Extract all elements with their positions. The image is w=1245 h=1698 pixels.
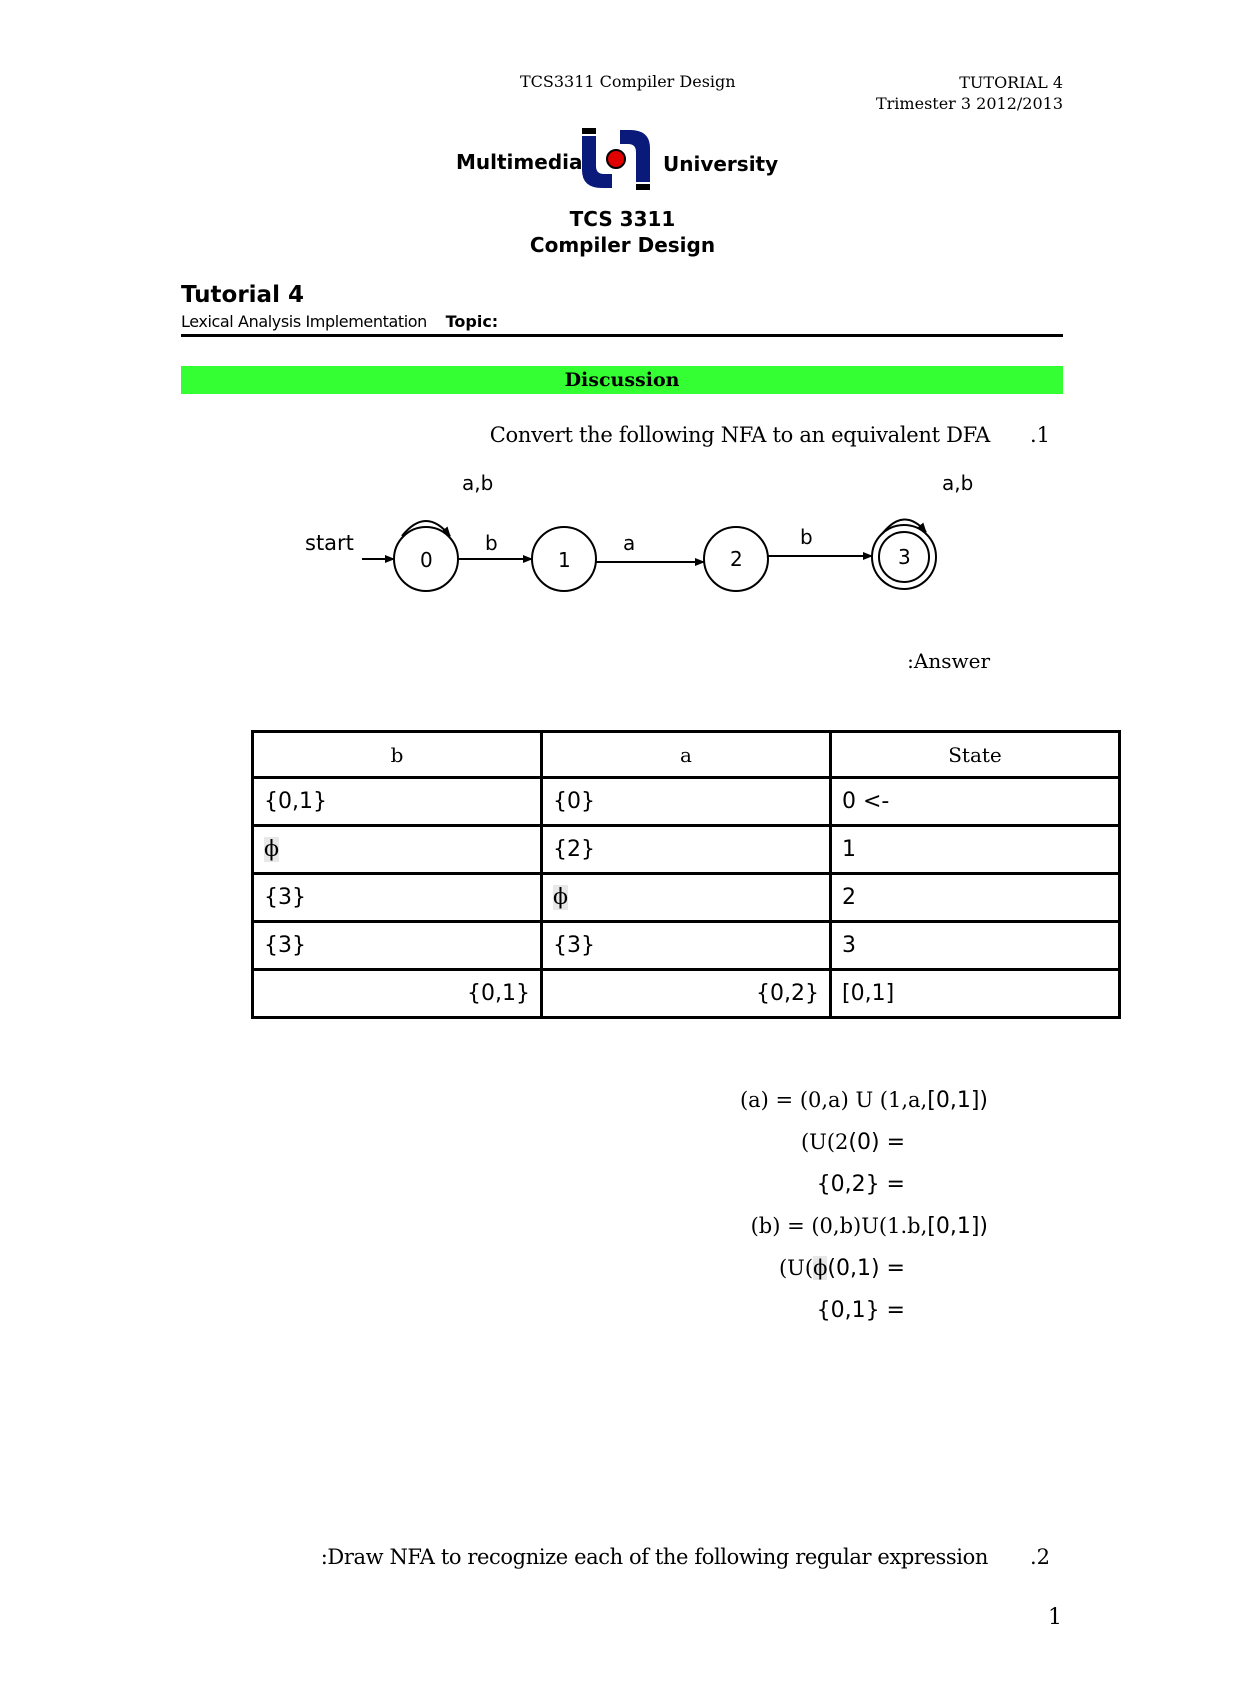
cell-state: 1	[831, 826, 1120, 874]
table-row	[253, 826, 1120, 874]
cell-b: {0,1}	[253, 778, 542, 826]
cell-a: {0}	[542, 778, 831, 826]
discussion-banner: Discussion	[181, 366, 1063, 394]
header-a: a	[542, 732, 831, 778]
cell-state: [0,1]	[831, 970, 1120, 1018]
cell-state: 3	[831, 922, 1120, 970]
header-state: State	[831, 732, 1120, 778]
cell-state: 0 <-	[831, 778, 1120, 826]
cell-b: {3}	[253, 922, 542, 970]
transition-2-3-label: b	[800, 525, 813, 549]
answer-label: :Answer	[907, 649, 990, 673]
header-trimester: Trimester 3 2012/2013	[875, 94, 1063, 113]
course-title-block	[0, 206, 1245, 258]
nfa-diagram	[290, 466, 974, 601]
tutorial-subtitle-line	[181, 312, 498, 331]
equation-4-right: [0,1])	[927, 1214, 988, 1239]
phi-symbol: ϕ	[264, 837, 279, 862]
phi-symbol: ϕ	[813, 1256, 828, 1280]
cell-a: {0,2}	[542, 970, 831, 1018]
table-header-row	[253, 732, 1120, 778]
cell-b: {0,1}	[253, 970, 542, 1018]
dfa-transition-table	[251, 730, 1121, 1019]
cell-a: {3}	[542, 922, 831, 970]
start-label: start	[305, 531, 354, 555]
state-1-label: 1	[558, 548, 571, 572]
state-0-label: 0	[420, 548, 433, 572]
equation-5-left: (U(	[778, 1256, 814, 1280]
state-0-loop	[402, 521, 450, 536]
equation-2-right: (0) =	[848, 1130, 905, 1155]
question-1-number: .1	[1029, 423, 1050, 447]
cell-b: {3}	[253, 874, 542, 922]
cell-a	[542, 874, 831, 922]
state-3-label: 3	[898, 545, 911, 569]
equation-6	[817, 1298, 905, 1323]
table-row	[253, 778, 1120, 826]
equation-1-left: (a) = (0,a) U (1,a,	[739, 1088, 928, 1112]
course-name: Compiler Design	[529, 233, 716, 257]
logo-right-word: University	[663, 152, 779, 176]
table-row	[253, 922, 1120, 970]
equation-4-left: (b) = (0,b)U(1.b,	[750, 1214, 928, 1238]
header-b: b	[253, 732, 542, 778]
equation-1	[740, 1088, 988, 1113]
question-1-text: Convert the following NFA to an equivalent DFA	[489, 423, 990, 447]
title-divider	[181, 334, 1063, 337]
equation-3-text: {0,2} =	[816, 1172, 905, 1197]
header-tutorial-label: TUTORIAL 4	[959, 73, 1063, 92]
tutorial-subtitle: Lexical Analysis Implementation	[181, 312, 427, 331]
loop-label-state-0: a,b	[462, 471, 494, 495]
equation-5-right: (0,1) =	[827, 1256, 905, 1281]
equation-4	[751, 1214, 988, 1239]
logo-left-word: Multimedia	[456, 150, 583, 174]
transition-0-1-label: b	[485, 531, 498, 555]
cell-b	[253, 826, 542, 874]
header-right	[876, 72, 1063, 114]
cell-a: {2}	[542, 826, 831, 874]
equation-1-right: [0,1])	[927, 1088, 988, 1113]
university-logo-icon	[580, 126, 652, 192]
cell-state: 2	[831, 874, 1120, 922]
course-code: TCS 3311	[569, 207, 676, 231]
tutorial-title: Tutorial 4	[181, 282, 304, 308]
phi-symbol: ϕ	[553, 885, 568, 910]
table-row	[253, 970, 1120, 1018]
question-2-number: .2	[1029, 1545, 1050, 1569]
transition-1-2-label: a	[623, 531, 636, 555]
equation-5	[779, 1256, 905, 1281]
equation-2-left: (U(2	[800, 1130, 849, 1154]
equation-6-text: {0,1} =	[816, 1298, 905, 1323]
equation-2	[801, 1130, 905, 1155]
header-course-line: TCS3311 Compiler Design	[520, 72, 736, 91]
question-2-text: :Draw NFA to recognize each of the following regular expression	[320, 1545, 988, 1569]
state-2-label: 2	[730, 547, 743, 571]
topic-label: Topic:	[445, 312, 499, 331]
page-number: 1	[1048, 1605, 1062, 1630]
loop-label-state-3: a,b	[942, 471, 974, 495]
table-row	[253, 874, 1120, 922]
equation-3	[817, 1172, 905, 1197]
